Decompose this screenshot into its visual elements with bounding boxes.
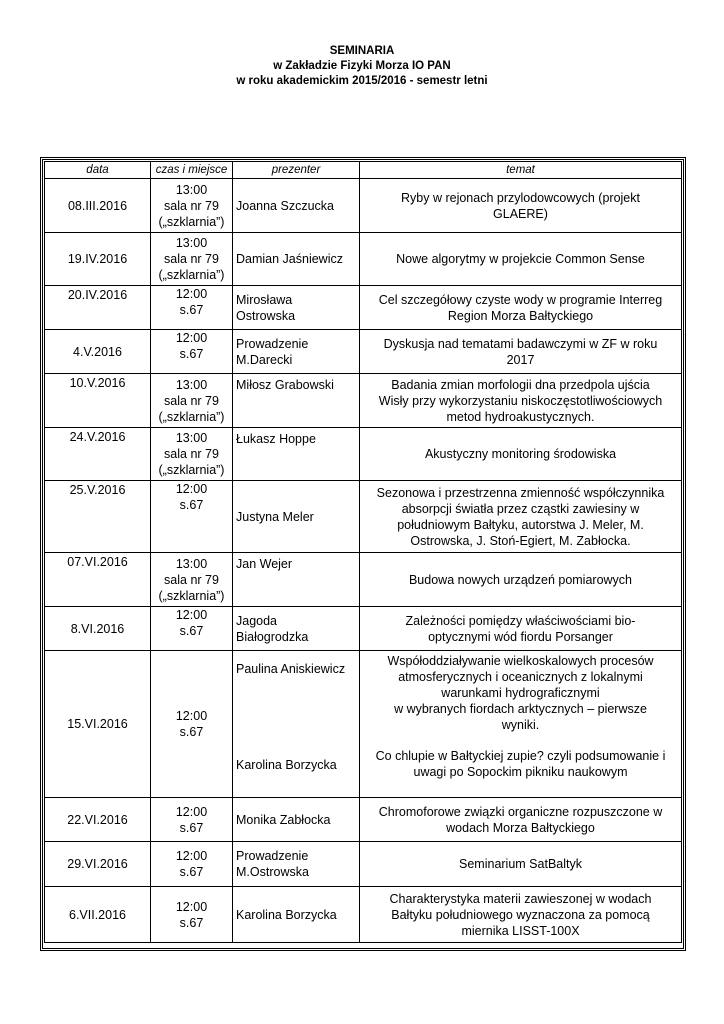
row-presenter: Prowadzenie M.Darecki bbox=[233, 330, 360, 374]
table-row bbox=[45, 553, 682, 607]
row-topic: Charakterystyka materii zawieszonej w wodach Bałtyku południowego wyznaczona za pomocą miernika LISST-100X bbox=[360, 887, 682, 943]
table-row bbox=[45, 286, 682, 330]
table-row bbox=[45, 607, 682, 651]
row-presenter: Prowadzenie M.Ostrowska bbox=[233, 842, 360, 887]
row-date: 10.V.2016 bbox=[45, 374, 151, 428]
row-topic: Akustyczny monitoring środowiska bbox=[360, 428, 682, 481]
table-row bbox=[45, 651, 682, 798]
row-date: 15.VI.2016 bbox=[45, 651, 151, 798]
row-topic: Nowe algorytmy w projekcie Common Sense bbox=[360, 233, 682, 286]
row-date: 08.III.2016 bbox=[45, 179, 151, 233]
column-header-time: czas i miejsce bbox=[151, 162, 233, 179]
row-topic: Dyskusja nad tematami badawczymi w ZF w roku 2017 bbox=[360, 330, 682, 374]
row-presenter: Jan Wejer bbox=[233, 553, 360, 607]
table-row bbox=[45, 330, 682, 374]
table-row bbox=[45, 798, 682, 842]
row-time: 12:00 s.67 bbox=[151, 481, 233, 553]
header-semester: w roku akademickim 2015/2016 - semestr letni bbox=[236, 75, 488, 87]
table-row bbox=[45, 887, 682, 943]
column-header-date: data bbox=[45, 162, 151, 179]
row-presenter bbox=[233, 651, 360, 798]
row-time: 12:00 s.67 bbox=[151, 330, 233, 374]
table-row bbox=[45, 428, 682, 481]
table-header-row bbox=[45, 162, 682, 179]
row-time: 12:00 s.67 bbox=[151, 651, 233, 798]
row-time: 13:00 sala nr 79 („szklarnia”) bbox=[151, 374, 233, 428]
presenter-b: Karolina Borzycka bbox=[236, 758, 337, 772]
document-header bbox=[0, 44, 724, 89]
row-time: 12:00 s.67 bbox=[151, 798, 233, 842]
row-time: 12:00 s.67 bbox=[151, 607, 233, 651]
table-row bbox=[45, 842, 682, 887]
row-date: 07.VI.2016 bbox=[45, 553, 151, 607]
row-time: 13:00 sala nr 79 („szklarnia”) bbox=[151, 179, 233, 233]
row-date: 22.VI.2016 bbox=[45, 798, 151, 842]
row-topic: Budowa nowych urządzeń pomiarowych bbox=[360, 553, 682, 607]
presenter-a: Paulina Aniskiewicz bbox=[236, 662, 346, 676]
row-topic bbox=[360, 651, 682, 798]
row-date: 24.V.2016 bbox=[45, 428, 151, 481]
row-presenter: Karolina Borzycka bbox=[233, 887, 360, 943]
row-time: 12:00 s.67 bbox=[151, 286, 233, 330]
row-topic: Ryby w rejonach przylodowcowych (projekt GLAERE) bbox=[360, 179, 682, 233]
table-row bbox=[45, 374, 682, 428]
row-topic: Cel szczegółowy czyste wody w programie Interreg Region Morza Bałtyckiego bbox=[360, 286, 682, 330]
row-date: 8.VI.2016 bbox=[45, 607, 151, 651]
row-topic: Zależności pomiędzy właściwościami bio- optycznymi wód fiordu Porsanger bbox=[360, 607, 682, 651]
row-time: 13:00 sala nr 79 („szklarnia”) bbox=[151, 233, 233, 286]
row-topic: Seminarium SatBaltyk bbox=[360, 842, 682, 887]
row-presenter: Joanna Szczucka bbox=[233, 179, 360, 233]
row-presenter: Miłosz Grabowski bbox=[233, 374, 360, 428]
row-topic: Chromoforowe związki organiczne rozpuszczone w wodach Morza Bałtyckiego bbox=[360, 798, 682, 842]
row-topic: Sezonowa i przestrzenna zmienność współczynnika absorpcji światła przez cząstki zawiesiny w południowym Bałtyku, autorstwa J. Meler, M. Ostrowska, J. Stoń-Egiert, M. Zabłocka. bbox=[360, 481, 682, 553]
table-row bbox=[45, 179, 682, 233]
row-time: 13:00 sala nr 79 („szklarnia”) bbox=[151, 553, 233, 607]
row-date: 6.VII.2016 bbox=[45, 887, 151, 943]
row-time: 12:00 s.67 bbox=[151, 887, 233, 943]
header-title: SEMINARIA bbox=[329, 45, 395, 57]
column-header-topic: temat bbox=[360, 162, 682, 179]
table-row bbox=[45, 481, 682, 553]
row-date: 4.V.2016 bbox=[45, 330, 151, 374]
row-presenter: Monika Zabłocka bbox=[233, 798, 360, 842]
row-date: 20.IV.2016 bbox=[45, 286, 151, 330]
header-subtitle: w Zakładzie Fizyki Morza IO PAN bbox=[273, 60, 451, 72]
row-presenter: Justyna Meler bbox=[233, 481, 360, 553]
row-date: 29.VI.2016 bbox=[45, 842, 151, 887]
seminar-table bbox=[44, 161, 682, 943]
row-presenter: Łukasz Hoppe bbox=[233, 428, 360, 481]
row-time: 12:00 s.67 bbox=[151, 842, 233, 887]
row-presenter: Mirosława Ostrowska bbox=[233, 286, 360, 330]
column-header-presenter: prezenter bbox=[233, 162, 360, 179]
row-date: 25.V.2016 bbox=[45, 481, 151, 553]
topic-a: Współoddziaływanie wielkoskalowych procesów atmosferycznych i oceanicznych z lokalnymi warunkami hydrograficznymi w wybranych fiordach arktycznych – pierwsze wyniki. bbox=[387, 654, 654, 732]
row-date: 19.IV.2016 bbox=[45, 233, 151, 286]
row-presenter: Jagoda Białogrodzka bbox=[233, 607, 360, 651]
row-presenter: Damian Jaśniewicz bbox=[233, 233, 360, 286]
row-topic: Badania zmian morfologii dna przedpola ujścia Wisły przy wykorzystaniu niskoczęstotliwościowych metod hydroakustycznych. bbox=[360, 374, 682, 428]
topic-b: Co chlupie w Bałtyckiej zupie? czyli podsumowanie i uwagi po Sopockim pikniku naukowym bbox=[375, 749, 666, 779]
row-time: 13:00 sala nr 79 („szklarnia”) bbox=[151, 428, 233, 481]
table-row bbox=[45, 233, 682, 286]
